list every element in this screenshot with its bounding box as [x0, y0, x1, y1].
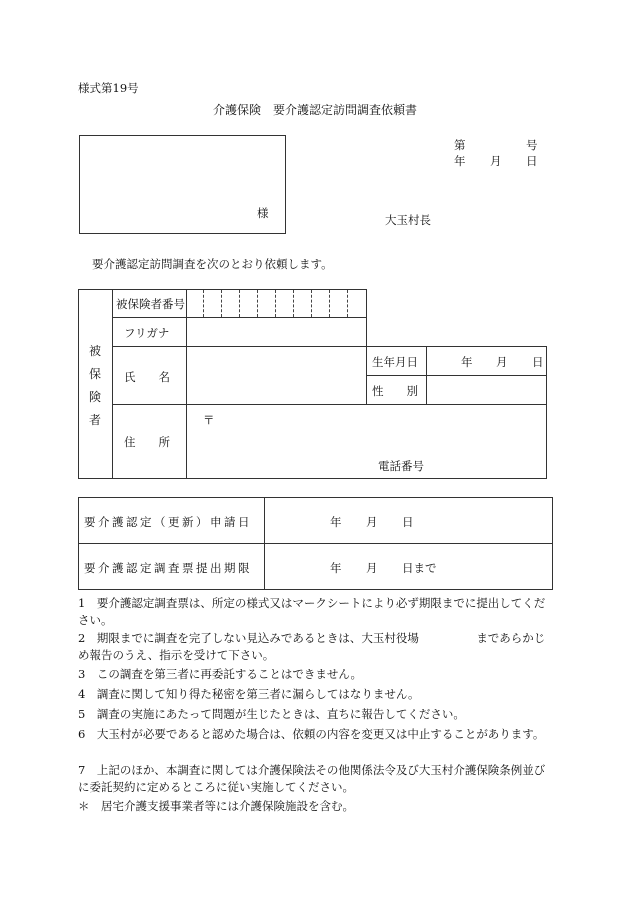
- birth-month: 月: [496, 355, 508, 369]
- application-day: 日: [402, 515, 414, 529]
- furigana-label: フリガナ: [124, 326, 170, 340]
- side-label-char-1: 被: [88, 344, 101, 358]
- addressee-box[interactable]: [79, 135, 286, 234]
- deadline-year: 年: [330, 561, 342, 575]
- doc-date-day: 日: [526, 154, 538, 168]
- birth-day: 日: [532, 355, 544, 369]
- deadline-day: 日まで: [402, 561, 437, 575]
- sex-label: 性 別: [372, 384, 418, 398]
- page-title: 介護保険 要介護認定訪問調査依頼書: [213, 103, 418, 117]
- note-asterisk: ＊ 居宅介護支援事業者等には介護保険施設を含む。: [78, 799, 354, 813]
- note-4: 4 調査に関して知り得た秘密を第三者に漏らしてはなりません。: [78, 687, 420, 701]
- application-month: 月: [366, 515, 378, 529]
- form-number: 様式第19号: [78, 81, 139, 95]
- note-5: 5 調査の実施にあたって問題が生じたときは、直ちに報告してください。: [78, 707, 465, 721]
- doc-number-go: 号: [526, 138, 538, 152]
- doc-date-year: 年: [454, 154, 466, 168]
- application-date-label: 要介護認定（更新）申請日: [84, 515, 252, 529]
- note-1: 1 要介護認定調査票は、所定の様式又はマークシートにより必ず期限までに提出してください。: [78, 596, 546, 627]
- deadline-label: 要介護認定調査票提出期限: [84, 561, 252, 575]
- note-7: 7 上記のほか、本調査に関しては介護保険法その他関係法令及び大玉村介護保険条例並びに委託契約に定めるところに従い実施してください。: [78, 763, 546, 794]
- side-label-char-3: 険: [88, 390, 101, 404]
- doc-date-month: 月: [490, 154, 502, 168]
- birth-date-label: 生年月日: [372, 355, 418, 369]
- application-year: 年: [330, 515, 342, 529]
- birth-year: 年: [461, 355, 473, 369]
- phone-label: 電話番号: [378, 459, 424, 473]
- doc-number-dai: 第: [454, 138, 466, 152]
- side-label-char-2: 保: [88, 367, 101, 381]
- intro-text: 要介護認定訪問調査を次のとおり依頼します。: [92, 257, 333, 271]
- name-label: 氏 名: [124, 370, 170, 384]
- note-3: 3 この調査を第三者に再委託することはできません。: [78, 667, 363, 681]
- postal-mark: 〒: [203, 413, 215, 427]
- side-label-char-4: 者: [88, 413, 101, 427]
- address-label: 住 所: [124, 435, 170, 449]
- sender-name: 大玉村長: [385, 213, 431, 227]
- addressee-sama: 様: [257, 206, 269, 220]
- insured-number-label: 被保険者番号: [116, 297, 185, 311]
- note-6: 6 大玉村が必要であると認めた場合は、依頼の内容を変更又は中止することがあります。: [78, 727, 545, 741]
- note-2: 2 期限までに調査を完了しない見込みであるときは、大玉村役場 まであらかじめ報告のうえ、指示を受けて下さい。: [78, 631, 546, 662]
- deadline-month: 月: [366, 561, 378, 575]
